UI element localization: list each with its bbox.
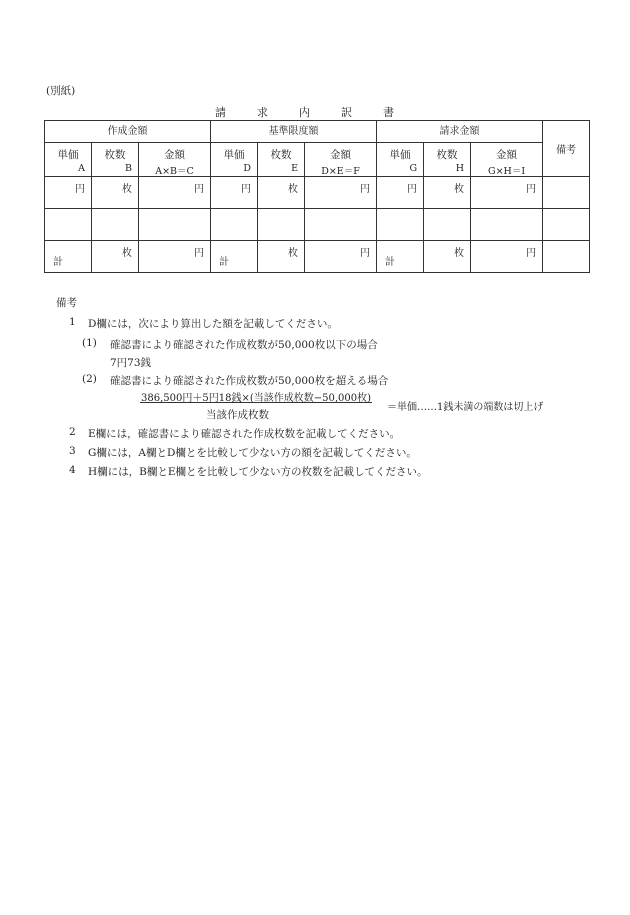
column-header-e: 枚数 E xyxy=(258,143,305,177)
note-text: E欄には，確認書により確認された作成枚数を記載してください。 xyxy=(88,428,401,440)
note-number: 3 xyxy=(69,445,76,457)
billing-breakdown-table xyxy=(44,120,590,273)
empty-cell xyxy=(305,209,377,241)
unit-cell: 円 xyxy=(139,177,211,209)
total-label-cell: 計 xyxy=(377,241,424,273)
column-header-i: 金額 G×H＝I xyxy=(471,143,543,177)
unit-cell: 枚 xyxy=(258,177,305,209)
formula-result: ＝単価……1銭未満の端数は切上げ xyxy=(387,402,544,413)
empty-cell xyxy=(45,209,92,241)
total-unit-cell: 円 xyxy=(139,241,211,273)
formula-numerator: 386,500円＋5円18銭×(当該作成枚数−50,000枚) xyxy=(141,393,371,404)
subnote-text: 確認書により確認された作成枚数が50,000枚を超える場合 xyxy=(110,375,389,387)
note-text: G欄には，A欄とD欄とを比較して少ない方の額を記載してください。 xyxy=(88,447,417,459)
document-title xyxy=(215,104,425,120)
subnote-number: (2) xyxy=(82,373,97,385)
column-header-g: 単価 G xyxy=(377,143,424,177)
remarks-header: 備考 xyxy=(543,121,590,177)
empty-cell xyxy=(211,209,258,241)
page-label: (別紙) xyxy=(46,85,76,97)
empty-cell xyxy=(377,209,424,241)
empty-cell xyxy=(471,209,543,241)
formula-denominator: 当該作成枚数 xyxy=(206,409,269,421)
unit-cell: 円 xyxy=(211,177,258,209)
remarks-cell xyxy=(543,209,590,241)
unit-cell: 円 xyxy=(305,177,377,209)
group-header-created-amount: 作成金額 xyxy=(45,121,211,143)
subnote-text: 確認書により確認された作成枚数が50,000枚以下の場合 xyxy=(110,339,378,351)
empty-cell xyxy=(92,209,139,241)
empty-cell xyxy=(139,209,211,241)
title-char: 訳 xyxy=(341,106,352,119)
note-text: H欄には，B欄とE欄とを比較して少ない方の枚数を記載してください。 xyxy=(88,466,428,478)
column-header-a: 単価 A xyxy=(45,143,92,177)
table-row xyxy=(45,177,590,209)
unit-cell: 円 xyxy=(471,177,543,209)
notes-heading: 備考 xyxy=(56,297,77,309)
remarks-cell xyxy=(543,241,590,273)
unit-cell: 円 xyxy=(377,177,424,209)
total-row xyxy=(45,241,590,273)
note-number: 4 xyxy=(69,464,76,476)
table-row xyxy=(45,209,590,241)
empty-cell xyxy=(424,209,471,241)
group-header-standard-limit: 基準限度額 xyxy=(211,121,377,143)
note-number: 1 xyxy=(69,316,76,328)
unit-cell: 円 xyxy=(45,177,92,209)
title-char: 求 xyxy=(257,106,268,119)
column-header-b: 枚数 B xyxy=(92,143,139,177)
column-header-h: 枚数 H xyxy=(424,143,471,177)
remarks-cell xyxy=(543,177,590,209)
total-unit-cell: 円 xyxy=(305,241,377,273)
empty-cell xyxy=(258,209,305,241)
fraction-line xyxy=(140,402,372,403)
note-text: D欄には，次により算出した額を記載してください。 xyxy=(88,318,338,330)
group-header-claim-amount: 請求金額 xyxy=(377,121,543,143)
unit-cell: 枚 xyxy=(92,177,139,209)
column-header-c: 金額 A×B＝C xyxy=(139,143,211,177)
title-char: 書 xyxy=(383,106,394,119)
column-header-f: 金額 D×E＝F xyxy=(305,143,377,177)
total-label-cell: 計 xyxy=(211,241,258,273)
note-number: 2 xyxy=(69,426,76,438)
total-unit-cell: 枚 xyxy=(424,241,471,273)
total-unit-cell: 枚 xyxy=(92,241,139,273)
total-unit-cell: 円 xyxy=(471,241,543,273)
subnote-number: (1) xyxy=(82,337,97,349)
unit-cell: 枚 xyxy=(424,177,471,209)
title-char: 請 xyxy=(215,106,226,119)
column-header-d: 単価 D xyxy=(211,143,258,177)
total-unit-cell: 枚 xyxy=(258,241,305,273)
unit-price-value: 7円73銭 xyxy=(110,357,152,369)
total-label-cell: 計 xyxy=(45,241,92,273)
title-char: 内 xyxy=(299,106,310,119)
